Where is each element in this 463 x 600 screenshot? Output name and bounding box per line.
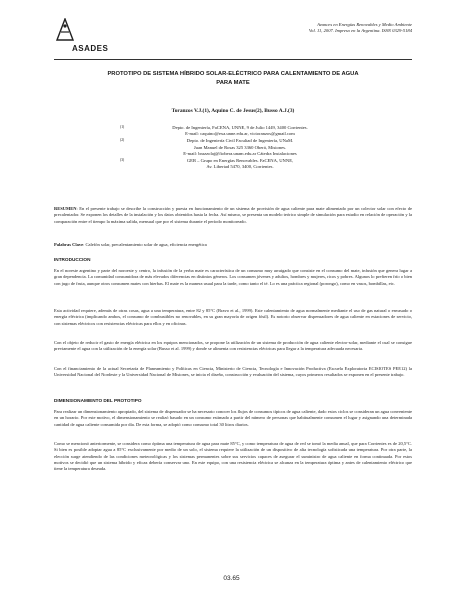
abstract-label: RESUMEN bbox=[54, 206, 77, 211]
affiliation-line: GER – Grupo en Energías Renovables. FaCENA, UNNE, bbox=[186, 158, 294, 164]
affiliation-marker: (1) bbox=[120, 125, 125, 129]
journal-info bbox=[232, 22, 412, 34]
journal-line: Avances en Energías Renovables y Medio Ambiente bbox=[317, 22, 412, 27]
asades-logo bbox=[54, 18, 124, 58]
keywords bbox=[54, 242, 412, 248]
header-rule bbox=[54, 59, 412, 60]
keywords-label: Palabras Clave bbox=[54, 242, 84, 247]
affiliation-line: Depto. de Ingeniería Civil Facultad de Ingeniería, UNaM. bbox=[186, 138, 294, 144]
paragraph: Esta actividad requiere, además de otras cosas, agua a una temperatura, entre 82 y 85°C (Bravo et al., 1999). Este calentamiento de agua normalmente mediante el uso de gas natural o envasado o energía eléctrica (implicando ambos, el consumo de combustibles no renovables, en su gran mayoría de origen fósil). Es notorio observar dispensadores de agua caliente en estaciones de servicio, con sistemas eléctricos con resistencias eléctricas para ellos y en oficinas. bbox=[54, 308, 412, 326]
section-heading: DIMENSIONAMIENTO DEL PROTOTIPO bbox=[54, 398, 142, 403]
section-heading: INTRODUCCION bbox=[54, 257, 91, 262]
affiliation-marker: (3) bbox=[120, 158, 125, 163]
paragraph: Con el objeto de reducir el gasto de energía eléctrica en los equipos mencionados, se propone la utilización de un sistema de producción de agua caliente electro-solar, mediante el cual se consigue previamente el agua con la utilización de la energía solar (Busso et al. 1999) y donde se alimenta con resistencias eléctricas para llegar a la temperatura adecuada necesaria. bbox=[54, 340, 412, 352]
affiliation-2 bbox=[120, 138, 360, 157]
affiliation-email: E-mail: caquino@exa.unne.edu.ar, victoranzos@gmail.com bbox=[185, 131, 295, 137]
title-line: PARA MATE bbox=[216, 79, 250, 86]
affiliation-3 bbox=[120, 158, 360, 170]
abstract bbox=[54, 206, 412, 225]
page-number: 03.65 bbox=[223, 575, 240, 582]
affiliation-marker: (2) bbox=[120, 138, 125, 143]
affiliation-line: Av. Libertad 5470, 3400, Corrientes. bbox=[206, 164, 274, 170]
abstract-text: : En el presente trabajo se describe la construcción y puesta en funcionamiento de un sistema de provisión de agua caliente para mate alimentado por un colector solar con efecto de precalentador. Se exponen los detalles de la instalación y los datos obtenidos hasta la fecha. Así mismo, se presenta un modelo teórico simple de simulación para estudio en relación de operación y la comparación entre el tiempo la máxima salida, mensual que por el sistema durante el período monitoreado. bbox=[54, 206, 412, 224]
affiliation-line: Depto. de Ingeniería, FaCENA, UNNE, 9 de Julio 1449, 3400 Corrientes. bbox=[172, 125, 308, 130]
page-header bbox=[54, 18, 412, 62]
title-line: PROTOTIPO DE SISTEMA HÍBRIDO SOLAR-ELÉCTRICO PARA CALENTAMIENTO DE AGUA bbox=[107, 71, 359, 77]
paragraph: Para realizar un dimensionamiento apropiado, del sistema de dispensador se ha necesario conocer los flujos de consumos típicos de agua caliente, dado estos ciclos se consideran un agua conveniente en un horario. Por este motivo, el dimensionamiento se realizó basado en un consumo estimado a partir del número de personas que habitualmente consumen el lugar y asignando una determinada cantidad de agua caliente consumida por día. De esta forma, se adoptó como consumo total 30 litros diarios. bbox=[54, 409, 412, 427]
affiliation-1 bbox=[120, 125, 360, 137]
affiliation-line: Juan Manuel de Rosas 325 3360 Oberá, Misiones. bbox=[193, 144, 287, 150]
paragraph: En el noreste argentino y parte del noroeste y centro, la infusión de la yerba mate es característica de un consumo muy arraigado que consiste en el consumo del mate, infusión que genera lugar a gran dependencia. La comunidad consumidora de más elevados diferencias en distintos géneros. Los consumen jóvenes y adultos, hombres y mujeres, ricos y pobres. Algunos lo prefieren frío o bien con jugo de fruta, aunque otros consumen mates con hierbas. El mate es la manera usual para la tarde, como tanto el té. Lo es una práctica regional (porongo), como en vasos, bombillas, etc. bbox=[54, 268, 412, 286]
asades-logo-icon bbox=[56, 18, 74, 42]
author-list: Toranzos V.J.(1), Aquino C. de Jesus(2), Busso A.J.(3) bbox=[171, 108, 295, 114]
keywords-text: : Calefón solar, precalentamiento solar de agua, eficiencia energética bbox=[83, 242, 207, 247]
paragraph: Como se mencionó anteriormente, se considera como óptima una temperatura de agua para mate 85°C, y como temperatura de agua de red se tomó la media anual, que para Corrientes es de 20,5°C. Si bien es posible adoptar agua a 85°C exclusivamente por medio de un solo, el sistema requiere la utilización de un dispositivo de alta tecnología sofisticada una temperatura. Por otra parte, la elección surge atendiendo de las condiciones meteorológicas y los sistemas permanentes sobre sus servicios capaces de asegurar el suministro de agua caliente en forma continuada. Por estos motivos se decidió que un sistema híbrido y eficaz debería conservar uno. En este equipo, con una resistencia eléctrica se alcanza en la temperatura óptima y antes de calentamiento eléctrico que tiene la temperatura deseada. bbox=[54, 441, 412, 471]
journal-line: Vol. 11, 2007. Impreso en la Argentina. ISSN 0329-5184 bbox=[308, 28, 412, 33]
affiliation-email: E-mail: brazzolaj@fiobera.unam.edu.ar Cátedra Instalaciones bbox=[183, 150, 297, 156]
logo-text: ASADES bbox=[72, 44, 109, 53]
affiliations bbox=[120, 125, 360, 170]
paragraph: Con el financiamiento de la actual Secretaría de Planeamiento y Políticas en Ciencia, Ministerio de Ciencia, Tecnología e Innovación Productiva (Escuela Exploratoria ECISIOTES PEE12) la Universidad Nacional del Nordeste y la Universidad Nacional de Misiones, se inicia el diseño, construcción y evaluación del sistema, cuyos primeros resultados se exponen en el presente trabajo. bbox=[54, 366, 412, 378]
paper-title bbox=[58, 70, 408, 87]
